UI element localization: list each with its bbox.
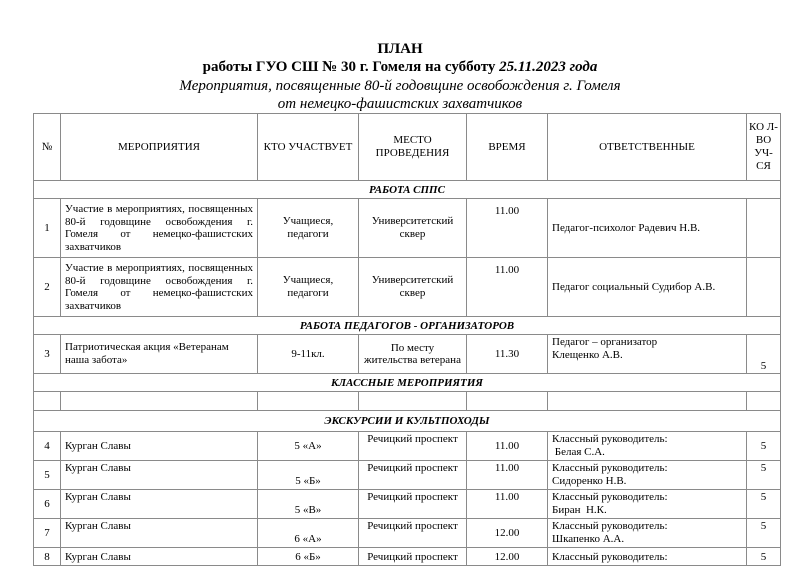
responsible-role: Классный руководитель: — [552, 520, 668, 532]
cell-time: 11.00 — [467, 490, 548, 519]
cell-empty — [34, 392, 61, 411]
cell-empty — [548, 392, 747, 411]
cell-responsible — [548, 519, 747, 548]
responsible-name: Клещенко А.В. — [552, 349, 623, 361]
cell-time: 11.30 — [467, 335, 548, 374]
cell-event: Курган Славы — [61, 548, 258, 566]
cell-empty — [747, 392, 781, 411]
cell-empty — [258, 392, 359, 411]
cell-responsible: Классный руководитель: — [548, 548, 747, 566]
cell-event: Участие в мероприятиях, посвященных 80-й годовщине освобождения г. Гомеля от немецко-фашистских захватчиков — [61, 199, 258, 258]
cell-place: Университетский сквер — [359, 199, 467, 258]
table-row — [34, 461, 781, 490]
cell-place: Университетский сквер — [359, 258, 467, 317]
cell-num: 3 — [34, 335, 61, 374]
responsible-name: Сидоренко Н.В. — [552, 475, 627, 487]
cell-time: 11.00 — [467, 432, 548, 461]
responsible-name: Биран Н.К. — [552, 504, 607, 516]
cell-time: 11.00 — [467, 461, 548, 490]
cell-event: Участие в мероприятиях, посвященных 80-й годовщине освобождения г. Гомеля от немецко-фашистских захватчиков — [61, 258, 258, 317]
cell-place: Речицкий проспект — [359, 461, 467, 490]
document-header — [0, 40, 800, 113]
cell-empty — [61, 392, 258, 411]
cell-who: Учащиеся, педагоги — [258, 258, 359, 317]
cell-responsible — [548, 461, 747, 490]
responsible-name: Белая С.А. — [552, 446, 605, 458]
document-title: ПЛАН — [377, 41, 423, 57]
cell-who: 5 «Б» — [258, 461, 359, 490]
section-row — [34, 317, 781, 335]
description-line-1: Мероприятия, посвященные 80-й годовщине освобождения г. Гомеля — [179, 78, 621, 94]
cell-empty — [467, 392, 548, 411]
table-row — [34, 519, 781, 548]
cell-count: 5 — [747, 490, 781, 519]
cell-count: 5 — [747, 432, 781, 461]
cell-place: По месту жительства ветерана — [359, 335, 467, 374]
cell-count: 5 — [747, 519, 781, 548]
col-header-place: МЕСТО ПРОВЕДЕНИЯ — [359, 114, 467, 181]
section-row — [34, 374, 781, 392]
col-header-time: ВРЕМЯ — [467, 114, 548, 181]
cell-who: 5 «В» — [258, 490, 359, 519]
cell-time: 12.00 — [467, 519, 548, 548]
cell-responsible: Педагог-психолог Радевич Н.В. — [548, 199, 747, 258]
responsible-role: Классный руководитель: — [552, 491, 668, 503]
table-row — [34, 432, 781, 461]
cell-num: 4 — [34, 432, 61, 461]
cell-event: Курган Славы — [61, 432, 258, 461]
cell-num: 8 — [34, 548, 61, 566]
document-subtitle — [0, 58, 800, 77]
cell-event: Курган Славы — [61, 519, 258, 548]
col-header-event: МЕРОПРИЯТИЯ — [61, 114, 258, 181]
cell-num: 1 — [34, 199, 61, 258]
cell-time: 12.00 — [467, 548, 548, 566]
cell-time: 11.00 — [467, 258, 548, 317]
cell-num: 6 — [34, 490, 61, 519]
subtitle-date: 25.11.2023 года — [499, 59, 598, 75]
responsible-role: Педагог – организатор — [552, 336, 658, 348]
cell-who: 6 «А» — [258, 519, 359, 548]
col-header-count: КО Л- ВО УЧ- СЯ — [747, 114, 781, 181]
cell-responsible: Педагог социальный Судибор А.В. — [548, 258, 747, 317]
section-row — [34, 181, 781, 199]
cell-responsible — [548, 432, 747, 461]
cell-num: 5 — [34, 461, 61, 490]
cell-responsible — [548, 335, 747, 374]
cell-responsible — [548, 490, 747, 519]
cell-who: 9-11кл. — [258, 335, 359, 374]
cell-who: 6 «Б» — [258, 548, 359, 566]
responsible-role: Классный руководитель: — [552, 462, 668, 474]
subtitle-text: работы ГУО СШ № 30 г. Гомеля на субботу — [202, 59, 500, 75]
cell-num: 2 — [34, 258, 61, 317]
cell-who: Учащиеся, педагоги — [258, 199, 359, 258]
cell-count: 5 — [747, 335, 781, 374]
responsible-name: Шкапенко А.А. — [552, 533, 625, 545]
table-row — [34, 199, 781, 258]
section-row — [34, 411, 781, 432]
section-title: РАБОТА ПЕДАГОГОВ - ОРГАНИЗАТОРОВ — [34, 317, 781, 335]
section-title: РАБОТА СППС — [34, 181, 781, 199]
cell-time: 11.00 — [467, 199, 548, 258]
cell-event: Курган Славы — [61, 490, 258, 519]
col-header-who: КТО УЧАСТВУЕТ — [258, 114, 359, 181]
table-row — [34, 490, 781, 519]
empty-row — [34, 392, 781, 411]
section-title: КЛАССНЫЕ МЕРОПРИЯТИЯ — [34, 374, 781, 392]
cell-place: Речицкий проспект — [359, 548, 467, 566]
cell-event: Патриотическая акция «Ветеранам наша забота» — [61, 335, 258, 374]
cell-count: 5 — [747, 461, 781, 490]
table-row — [34, 258, 781, 317]
cell-count — [747, 258, 781, 317]
col-header-responsible: ОТВЕТСТВЕННЫЕ — [548, 114, 747, 181]
description-line-2: от немецко-фашистских захватчиков — [277, 96, 523, 112]
table-row — [34, 548, 781, 566]
cell-event: Курган Славы — [61, 461, 258, 490]
col-header-num: № — [34, 114, 61, 181]
table-header-row — [34, 114, 781, 181]
cell-count — [747, 199, 781, 258]
plan-table — [33, 113, 781, 566]
responsible-role: Классный руководитель: — [552, 433, 668, 445]
cell-place: Речицкий проспект — [359, 519, 467, 548]
section-title: ЭКСКУРСИИ И КУЛЬТПОХОДЫ — [34, 411, 781, 432]
cell-who: 5 «А» — [258, 432, 359, 461]
cell-empty — [359, 392, 467, 411]
cell-place: Речицкий проспект — [359, 490, 467, 519]
cell-num: 7 — [34, 519, 61, 548]
cell-place: Речицкий проспект — [359, 432, 467, 461]
cell-count: 5 — [747, 548, 781, 566]
table-row — [34, 335, 781, 374]
